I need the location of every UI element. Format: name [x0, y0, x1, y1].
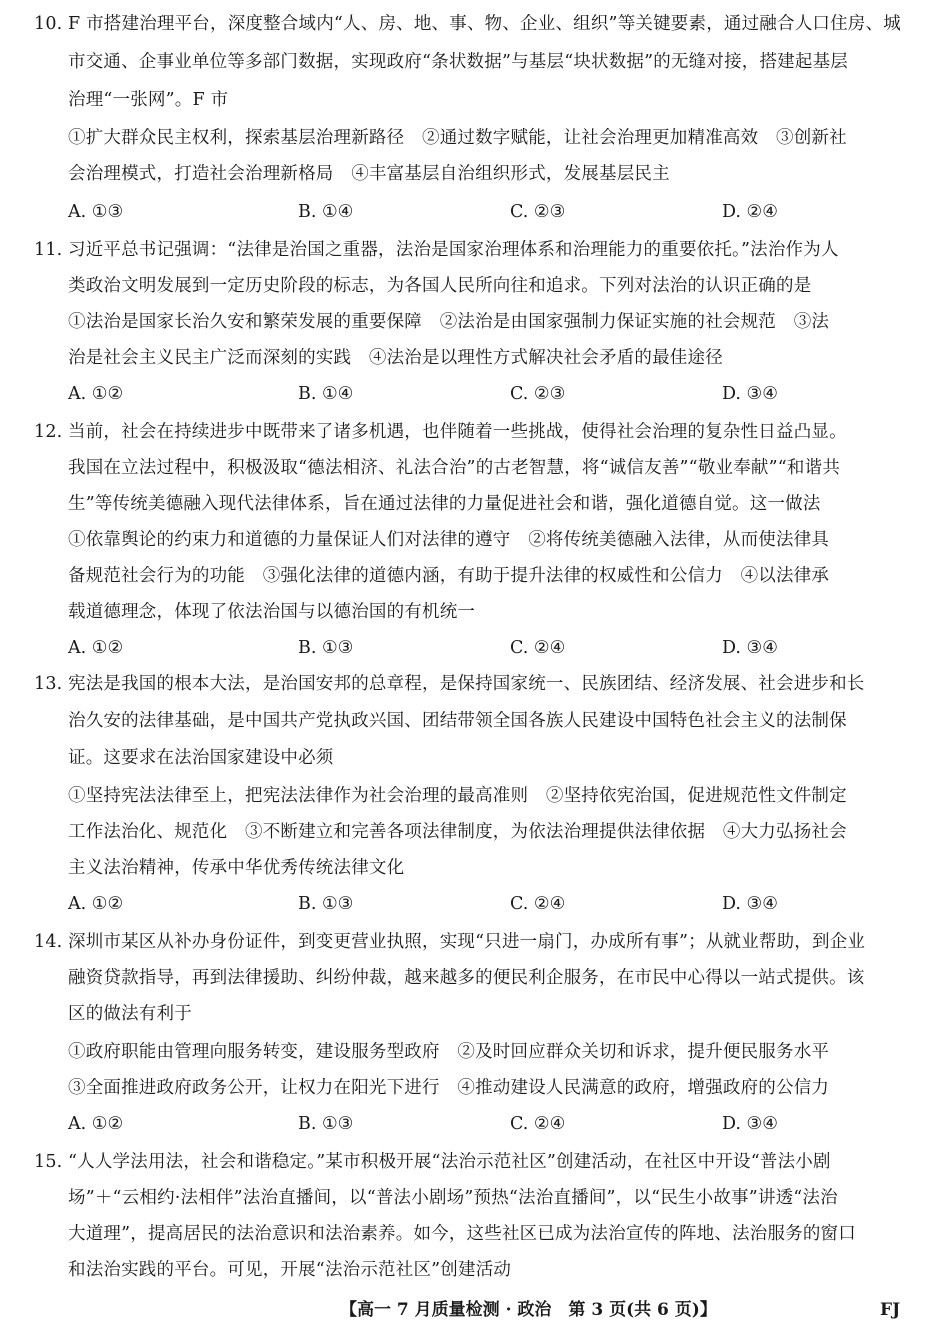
question-10-option-d[interactable]: D. ②④ — [722, 202, 778, 222]
question-14-option-b[interactable]: B. ①③ — [298, 1114, 354, 1134]
question-12-stem-line-1: 12. 当前，社会在持续进步中既带来了诸多机遇，也伴随着一些挑战，使得社会治理的复杂性日益凸显。 — [34, 422, 847, 442]
question-14-stem-line-2: 融资贷款指导，再到法律援助、纠纷仲裁，越来越多的便民利企服务，在市民中心得以一站式提供。该 — [68, 968, 865, 988]
question-15-stem-line-1: 15. “人人学法用法，社会和谐稳定。”某市积极开展“法治示范社区”创建活动，在社区中开设“普法小剧 — [34, 1152, 831, 1172]
question-12-stem-line-3: 生”等传统美德融入现代法律体系，旨在通过法律的力量促进社会和谐，强化道德自觉。这一做法 — [68, 494, 821, 514]
question-12-statement-line-2: 备规范社会行为的功能 ③强化法律的道德内涵，有助于提升法律的权威性和公信力 ④以法律承 — [68, 566, 830, 586]
question-10-statement-line-2: 会治理模式，打造社会治理新格局 ④丰富基层自治组织形式，发展基层民主 — [68, 164, 670, 184]
question-14-statement-line-2: ③全面推进政府政务公开，让权力在阳光下进行 ④推动建设人民满意的政府，增强政府的公信力 — [68, 1078, 830, 1098]
question-10-statement-line-1: ①扩大群众民主权利，探索基层治理新路径 ②通过数字赋能，让社会治理更加精准高效 ③创新社 — [68, 128, 847, 148]
question-13-stem-line-1: 13. 宪法是我国的根本大法，是治国安邦的总章程，是保持国家统一、民族团结、经济发展、社会进步和长 — [34, 674, 865, 694]
question-13-option-a[interactable]: A. ①② — [68, 894, 124, 914]
question-11-option-a[interactable]: A. ①② — [68, 384, 124, 404]
question-15-stem-line-2: 场”＋“云相约·法相伴”法治直播间，以“普法小剧场”预热“法治直播间”，以“民生小故事”讲透“法治 — [68, 1188, 838, 1208]
question-14-option-a[interactable]: A. ①② — [68, 1114, 124, 1134]
question-10-stem-line-1: 10. F 市搭建治理平台，深度整合域内“人、房、地、事、物、企业、组织”等关键要素，通过融合人口住房、城 — [34, 14, 901, 34]
question-14-option-d[interactable]: D. ③④ — [722, 1114, 778, 1134]
question-13-option-b[interactable]: B. ①③ — [298, 894, 354, 914]
question-14-stem-line-1: 14. 深圳市某区从补办身份证件，到变更营业执照，实现“只进一扇门，办成所有事”；从就业帮助，到企业 — [34, 932, 866, 952]
question-13-stem-line-2: 治久安的法律基础，是中国共产党执政兴国、团结带领全国各族人民建设中国特色社会主义的法制保 — [68, 711, 847, 731]
question-13-statement-line-3: 主义法治精神，传承中华优秀传统法律文化 — [68, 858, 405, 878]
question-15-stem-line-4: 和法治实践的平台。可见，开展“法治示范社区”创建活动 — [68, 1260, 512, 1280]
footer-page-info: 【高一 7 月质量检测 · 政治 第 3 页(共 6 页)】 — [340, 1300, 717, 1320]
question-14-option-c[interactable]: C. ②④ — [510, 1114, 566, 1134]
question-14-stem-line-3: 区的做法有利于 — [68, 1004, 192, 1024]
question-10-stem-line-2: 市交通、企事业单位等多部门数据，实现政府“条状数据”与基层“块状数据”的无缝对接，搭建起基层 — [68, 52, 848, 72]
question-15-stem-line-3: 大道理”，提高居民的法治意识和法治素养。如今，这些社区已成为法治宣传的阵地、法治服务的窗口 — [68, 1224, 856, 1244]
footer-region-code: FJ — [880, 1300, 901, 1320]
question-13-statement-line-2: 工作法治化、规范化 ③不断建立和完善各项法律制度，为依法治理提供法律依据 ④大力弘扬社会 — [68, 822, 847, 842]
page-footer — [0, 1296, 950, 1324]
question-12-stem-line-2: 我国在立法过程中，积极汲取“德法相济、礼法合治”的古老智慧，将“诚信友善”“敬业奉献”“和谐共 — [68, 458, 841, 478]
question-11-option-b[interactable]: B. ①④ — [298, 384, 354, 404]
question-13-option-d[interactable]: D. ③④ — [722, 894, 778, 914]
question-10-stem-line-3: 治理“一张网”。F 市 — [68, 90, 229, 110]
question-number: 12. — [34, 422, 63, 442]
question-12-statement-line-3: 载道德理念，体现了依法治国与以德治国的有机统一 — [68, 602, 476, 622]
question-11-option-c[interactable]: C. ②③ — [510, 384, 566, 404]
question-number: 10. — [34, 14, 63, 34]
question-11-stem-line-1: 11. 习近平总书记强调：“法律是治国之重器，法治是国家治理体系和治理能力的重要依托。”法治作为人 — [34, 240, 839, 260]
question-12-option-c[interactable]: C. ②④ — [510, 638, 566, 658]
question-12-option-a[interactable]: A. ①② — [68, 638, 124, 658]
question-10-option-c[interactable]: C. ②③ — [510, 202, 566, 222]
question-12-statement-line-1: ①依靠舆论的约束力和道德的力量保证人们对法律的遵守 ②将传统美德融入法律，从而使法律具 — [68, 530, 830, 550]
question-13-stem-line-3: 证。这要求在法治国家建设中必须 — [68, 748, 334, 768]
question-11-option-d[interactable]: D. ③④ — [722, 384, 778, 404]
question-10-option-a[interactable]: A. ①③ — [68, 202, 124, 222]
question-11-statement-line-2: 治是社会主义民主广泛而深刻的实践 ④法治是以理性方式解决社会矛盾的最佳途径 — [68, 348, 723, 368]
question-13-statement-line-1: ①坚持宪法法律至上，把宪法法律作为社会治理的最高准则 ②坚持依宪治国，促进规范性文件制定 — [68, 786, 847, 806]
question-number: 15. — [34, 1152, 63, 1172]
question-number: 14. — [34, 932, 63, 952]
question-14-statement-line-1: ①政府职能由管理向服务转变，建设服务型政府 ②及时回应群众关切和诉求，提升便民服务水平 — [68, 1042, 830, 1062]
question-12-option-b[interactable]: B. ①③ — [298, 638, 354, 658]
question-11-stem-line-2: 类政治文明发展到一定历史阶段的标志，为各国人民所向往和追求。下列对法治的认识正确的是 — [68, 276, 812, 296]
question-number: 11. — [34, 240, 63, 260]
question-12-option-d[interactable]: D. ③④ — [722, 638, 778, 658]
question-11-statement-line-1: ①法治是国家长治久安和繁荣发展的重要保障 ②法治是由国家强制力保证实施的社会规范 ③法 — [68, 312, 830, 332]
question-10-option-b[interactable]: B. ①④ — [298, 202, 354, 222]
question-number: 13. — [34, 674, 63, 694]
question-13-option-c[interactable]: C. ②④ — [510, 894, 566, 914]
